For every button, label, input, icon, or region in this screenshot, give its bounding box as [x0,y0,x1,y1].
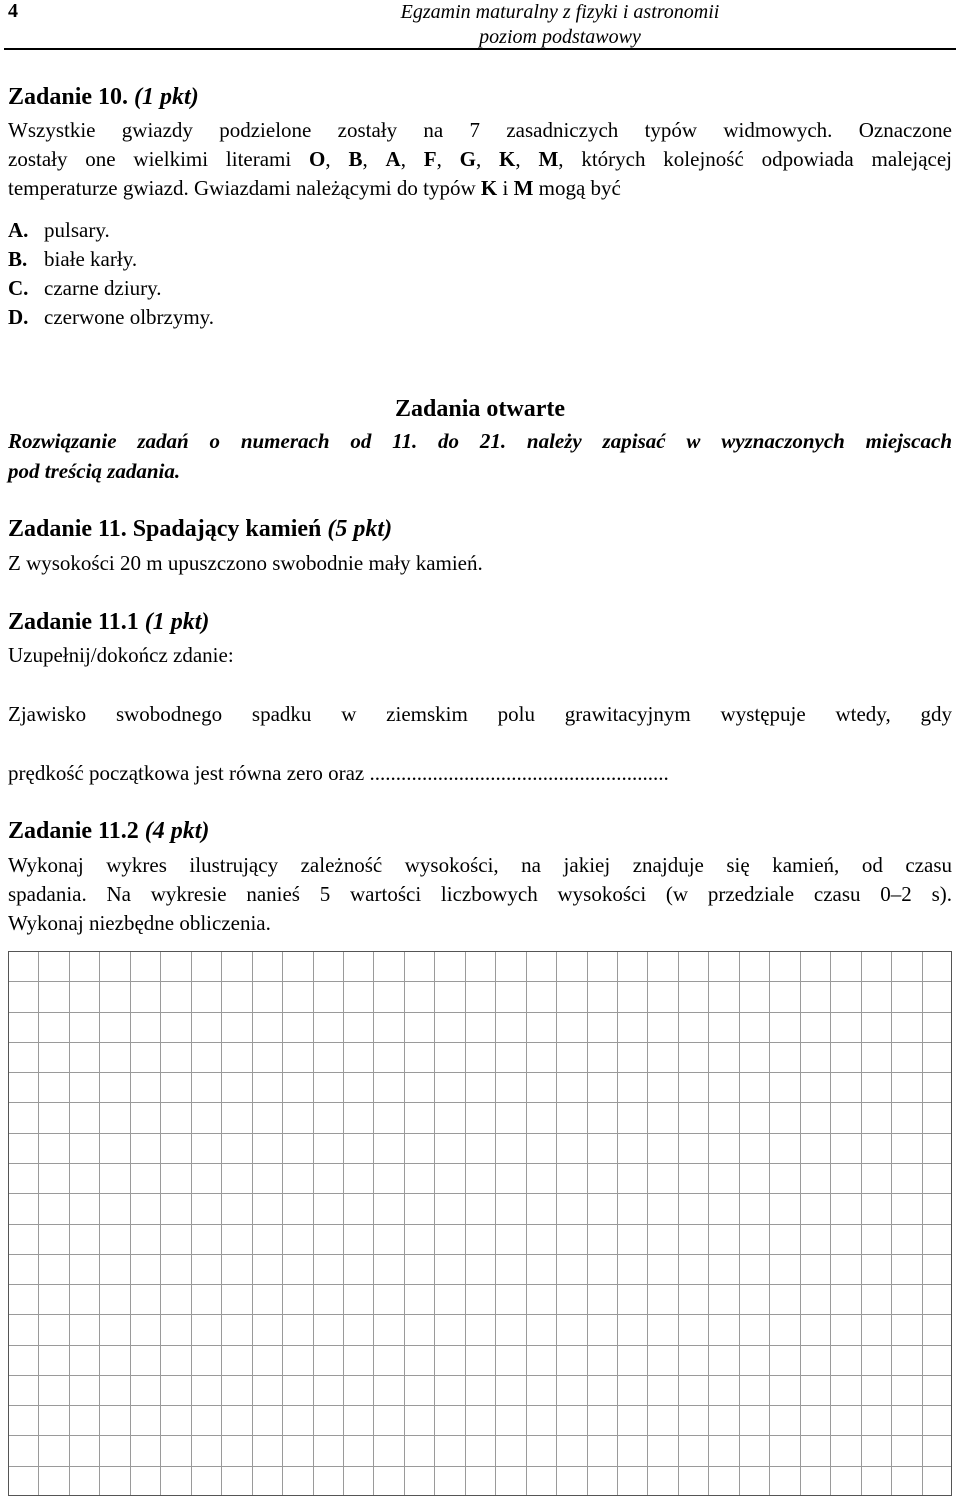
answer-grid[interactable] [8,951,952,1496]
task10-body [8,116,952,203]
task11-2-title: Zadanie 11.2 (4 pkt) [8,818,210,844]
option-a[interactable]: A. pulsary. [8,218,110,242]
task10-line2: zostały one wielkimi literami O, B, A, F, G, K, M, których kolejność odpowiada malejącej [8,147,952,171]
task11-1-instruction: Uzupełnij/dokończ zdanie: [8,643,234,667]
open-tasks-instruction: Rozwiązanie zadań o numerach od 11. do 21. należy zapisać w wyznaczonych miejscach pod treścią zadania. [8,429,952,483]
header-exam-title: Egzamin maturalny z fizyki i astronomii [400,1,720,23]
grid-border [9,952,952,1496]
task11-1-sentence-line1: Zjawisko swobodnego spadku w ziemskim polu grawitacyjnym występuje wtedy, gdy [8,702,952,726]
option-d[interactable]: D. czerwone olbrzymy. [8,305,215,329]
page-header [300,0,820,50]
task11-1-title: Zadanie 11.1 (1 pkt) [8,609,210,635]
header-level: poziom podstawowy [479,26,641,48]
task11-1-answer-line[interactable]: prędkość początkowa jest równa zero oraz ......................................................... [8,761,669,785]
task11-title: Zadanie 11. Spadający kamień (5 pkt) [8,516,393,542]
open-tasks-heading: Zadania otwarte [395,396,565,422]
header-rule [4,48,956,50]
task10-line1: Wszystkie gwiazdy podzielone zostały na 7 zasadniczych typów widmowych. Oznaczone [8,118,952,142]
option-c[interactable]: C. czarne dziury. [8,276,162,300]
task11-text: Z wysokości 20 m upuszczono swobodnie mały kamień. [8,551,483,575]
task10-options [8,216,214,332]
option-b[interactable]: B. białe karły. [8,247,138,271]
page-number: 4 [8,0,18,22]
task10-line3: temperaturze gwiazd. Gwiazdami należącymi do typów K i M mogą być [8,176,621,200]
task11-2-body: Wykonaj wykres ilustrujący zależność wysokości, na jakiej znajduje się kamień, od czasu spadania. Na wykresie nanieś 5 wartości liczbowych wysokości (w przedziale czasu 0–2 s). Wykonaj niezbędne obliczenia. [8,853,952,935]
task10-title: Zadanie 10. (1 pkt) [8,84,199,110]
